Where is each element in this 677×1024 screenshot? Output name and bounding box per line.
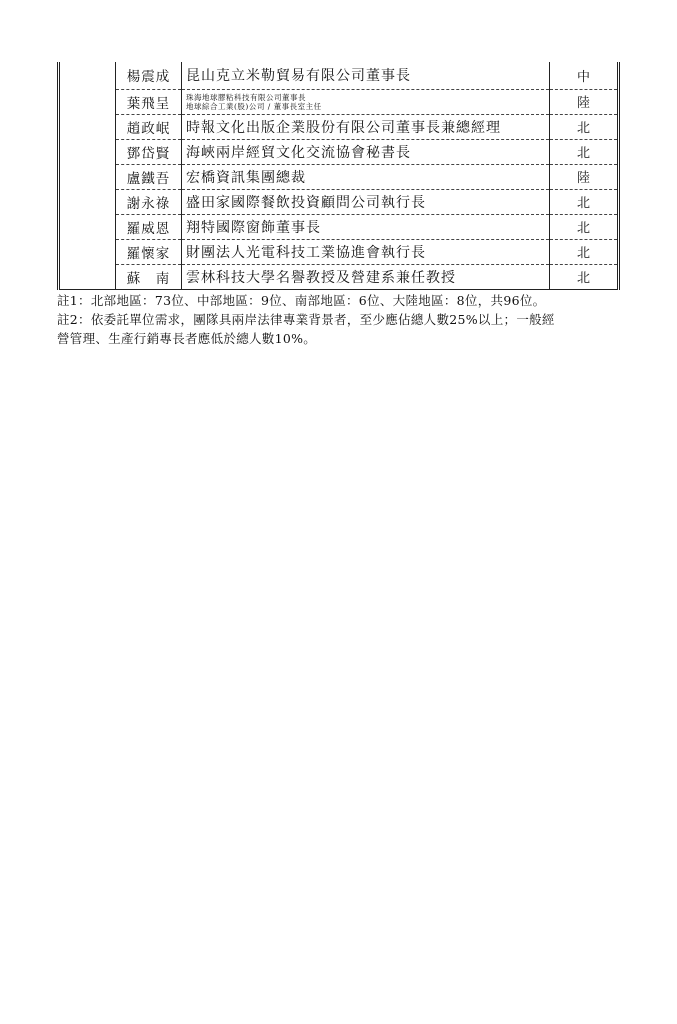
member-title: 宏橋資訊集團總裁 xyxy=(182,164,550,189)
member-name: 謝永祿 xyxy=(116,189,182,214)
blank-cell xyxy=(59,264,116,289)
member-name: 羅威恩 xyxy=(116,214,182,239)
table-row xyxy=(59,89,619,114)
member-name: 蘇 南 xyxy=(116,264,182,289)
member-name: 楊震成 xyxy=(116,62,182,89)
member-title: 翔特國際窗飾董事長 xyxy=(182,214,550,239)
table-row xyxy=(59,62,619,89)
blank-cell xyxy=(59,114,116,139)
member-region: 北 xyxy=(550,264,619,289)
member-region: 陸 xyxy=(550,164,619,189)
member-name: 趙政岷 xyxy=(116,114,182,139)
table-row xyxy=(59,264,619,289)
table-row xyxy=(59,189,619,214)
member-title: 海峽兩岸經貿文化交流協會秘書長 xyxy=(182,139,550,164)
member-title: 雲林科技大學名譽教授及營建系兼任教授 xyxy=(182,264,550,289)
member-title-line: 珠海地球膠粘科技有限公司董事長 xyxy=(186,92,306,102)
table-row xyxy=(59,139,619,164)
table-row xyxy=(59,214,619,239)
footnote-2-line-1: 註2：依委託單位需求，團隊具兩岸法律專業背景者，至少應佔總人數25%以上；一般經 xyxy=(57,312,555,327)
blank-cell xyxy=(59,139,116,164)
member-region: 北 xyxy=(550,214,619,239)
member-region: 中 xyxy=(550,62,619,89)
member-title-line: 地球綜合工業(股)公司 / 董事長室主任 xyxy=(186,101,322,111)
blank-cell xyxy=(59,62,116,89)
member-name: 盧鐵吾 xyxy=(116,164,182,189)
member-region: 陸 xyxy=(550,89,619,114)
footnote-1: 註1：北部地區：73位、中部地區：9位、南部地區：6位、大陸地區：8位，共96位。 xyxy=(57,293,546,308)
blank-cell xyxy=(59,164,116,189)
table-row xyxy=(59,164,619,189)
member-name: 羅懷家 xyxy=(116,239,182,264)
blank-cell xyxy=(59,189,116,214)
member-table xyxy=(57,62,620,290)
member-title: 時報文化出版企業股份有限公司董事長兼總經理 xyxy=(182,114,550,139)
member-region: 北 xyxy=(550,239,619,264)
member-title: 財團法人光電科技工業協進會執行長 xyxy=(182,239,550,264)
member-region: 北 xyxy=(550,139,619,164)
table-row xyxy=(59,114,619,139)
blank-cell xyxy=(59,214,116,239)
member-region: 北 xyxy=(550,114,619,139)
footnote-2-line-2: 營管理、生產行銷專長者應低於總人數10%。 xyxy=(57,331,317,346)
blank-cell xyxy=(59,239,116,264)
member-name: 鄧岱賢 xyxy=(116,139,182,164)
member-title xyxy=(182,89,550,114)
table-row xyxy=(59,239,619,264)
member-title: 盛田家國際餐飲投資顧問公司執行長 xyxy=(182,189,550,214)
blank-cell xyxy=(59,89,116,114)
member-name: 葉飛呈 xyxy=(116,89,182,114)
member-title: 昆山克立米勒貿易有限公司董事長 xyxy=(182,62,550,89)
member-region: 北 xyxy=(550,189,619,214)
footnotes xyxy=(57,291,617,348)
